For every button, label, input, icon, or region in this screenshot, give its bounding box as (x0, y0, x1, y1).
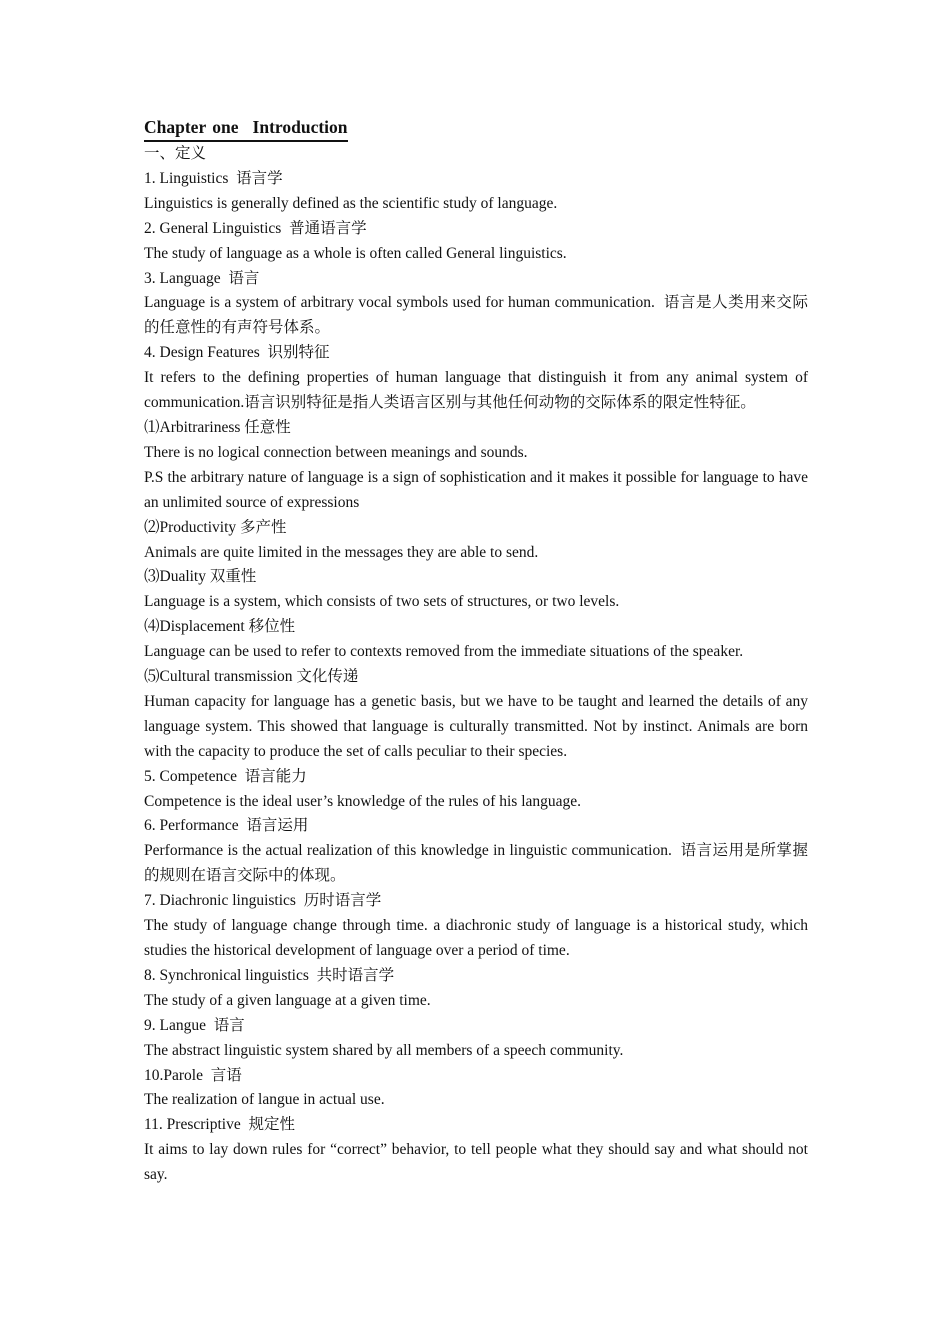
definition-text: Linguistics is generally defined as the scientific study of language. (144, 194, 558, 212)
chapter-subtitle: Introduction (252, 117, 348, 137)
definition-text: It aims to lay down rules for “correct” behavior, to tell people what they should say and what should not say. (144, 1141, 812, 1184)
definition-text: There is no logical connection between meanings and sounds. (144, 443, 528, 461)
term-heading: 2. General Linguistics 普通语言学 (144, 219, 367, 237)
definition-text: It refers to the defining properties of human language that distinguish it from any animal system of communication.语言识别特征是指人类语言区别与其他任何动物的交际体系的限定性特征。 (144, 369, 812, 412)
definition-text: Animals are quite limited in the messages they are able to send. (144, 543, 539, 561)
term-heading: 5. Competence 语言能力 (144, 767, 307, 785)
definition-text: The study of language change through time. a diachronic study of language is a historical study, which studies the historical development of language over a period of time. (144, 917, 812, 959)
note-text: P.S the arbitrary nature of language is a sign of sophistication and it makes it possible for language to have an unlimited source of expressions (144, 468, 812, 511)
definition-text: Language is a system of arbitrary vocal symbols used for human communication. 语言是人类用来交际的任意性的有声符号体系。 (144, 294, 808, 337)
definition-text: Language can be used to refer to contexts removed from the immediate situations of the speaker. (144, 643, 744, 661)
section-heading: 一、定义 (144, 145, 207, 162)
term-heading: 9. Langue 语言 (144, 1016, 245, 1034)
term-heading: 6. Performance 语言运用 (144, 817, 309, 835)
definition-text: Language is a system, which consists of two sets of structures, or two levels. (144, 593, 620, 611)
feature-heading: ⑴Arbitrariness 任意性 (144, 418, 291, 436)
feature-heading: ⑶Duality 双重性 (144, 568, 257, 586)
term-heading: 4. Design Features 识别特征 (144, 344, 330, 362)
term-heading: 3. Language 语言 (144, 269, 260, 287)
definition-text: The study of a given language at a given time. (144, 991, 431, 1009)
term-heading: 11. Prescriptive 规定性 (144, 1116, 295, 1134)
chapter-heading (144, 114, 348, 142)
term-heading: 7. Diachronic linguistics 历时语言学 (144, 892, 382, 910)
definition-text: Human capacity for language has a genetic basis, but we have to be taught and learned the details of any language system. This showed that language is culturally transmitted. Not by instinct. Animals are born with the capacity to produce the set of calls peculiar to their species. (144, 692, 812, 760)
definition-text: The abstract linguistic system shared by all members of a speech community. (144, 1041, 624, 1059)
term-heading: 1. Linguistics 语言学 (144, 169, 283, 187)
definition-text: The realization of langue in actual use. (144, 1091, 385, 1109)
term-heading: 10.Parole 言语 (144, 1066, 242, 1084)
feature-heading: ⑸Cultural transmission 文化传递 (144, 668, 359, 686)
definition-text: The study of language as a whole is often called General linguistics. (144, 244, 567, 262)
term-heading: 8. Synchronical linguistics 共时语言学 (144, 966, 395, 984)
definition-text: Performance is the actual realization of this knowledge in linguistic communication. 语言运用是所掌握的规则在语言交际中的体现。 (144, 842, 808, 885)
feature-heading: ⑵Productivity 多产性 (144, 518, 287, 536)
feature-heading: ⑷Displacement 移位性 (144, 618, 296, 636)
chapter-title: Chapter one (144, 117, 239, 137)
definition-text: Competence is the ideal user’s knowledge of the rules of his language. (144, 792, 582, 810)
document-body (144, 114, 812, 1188)
